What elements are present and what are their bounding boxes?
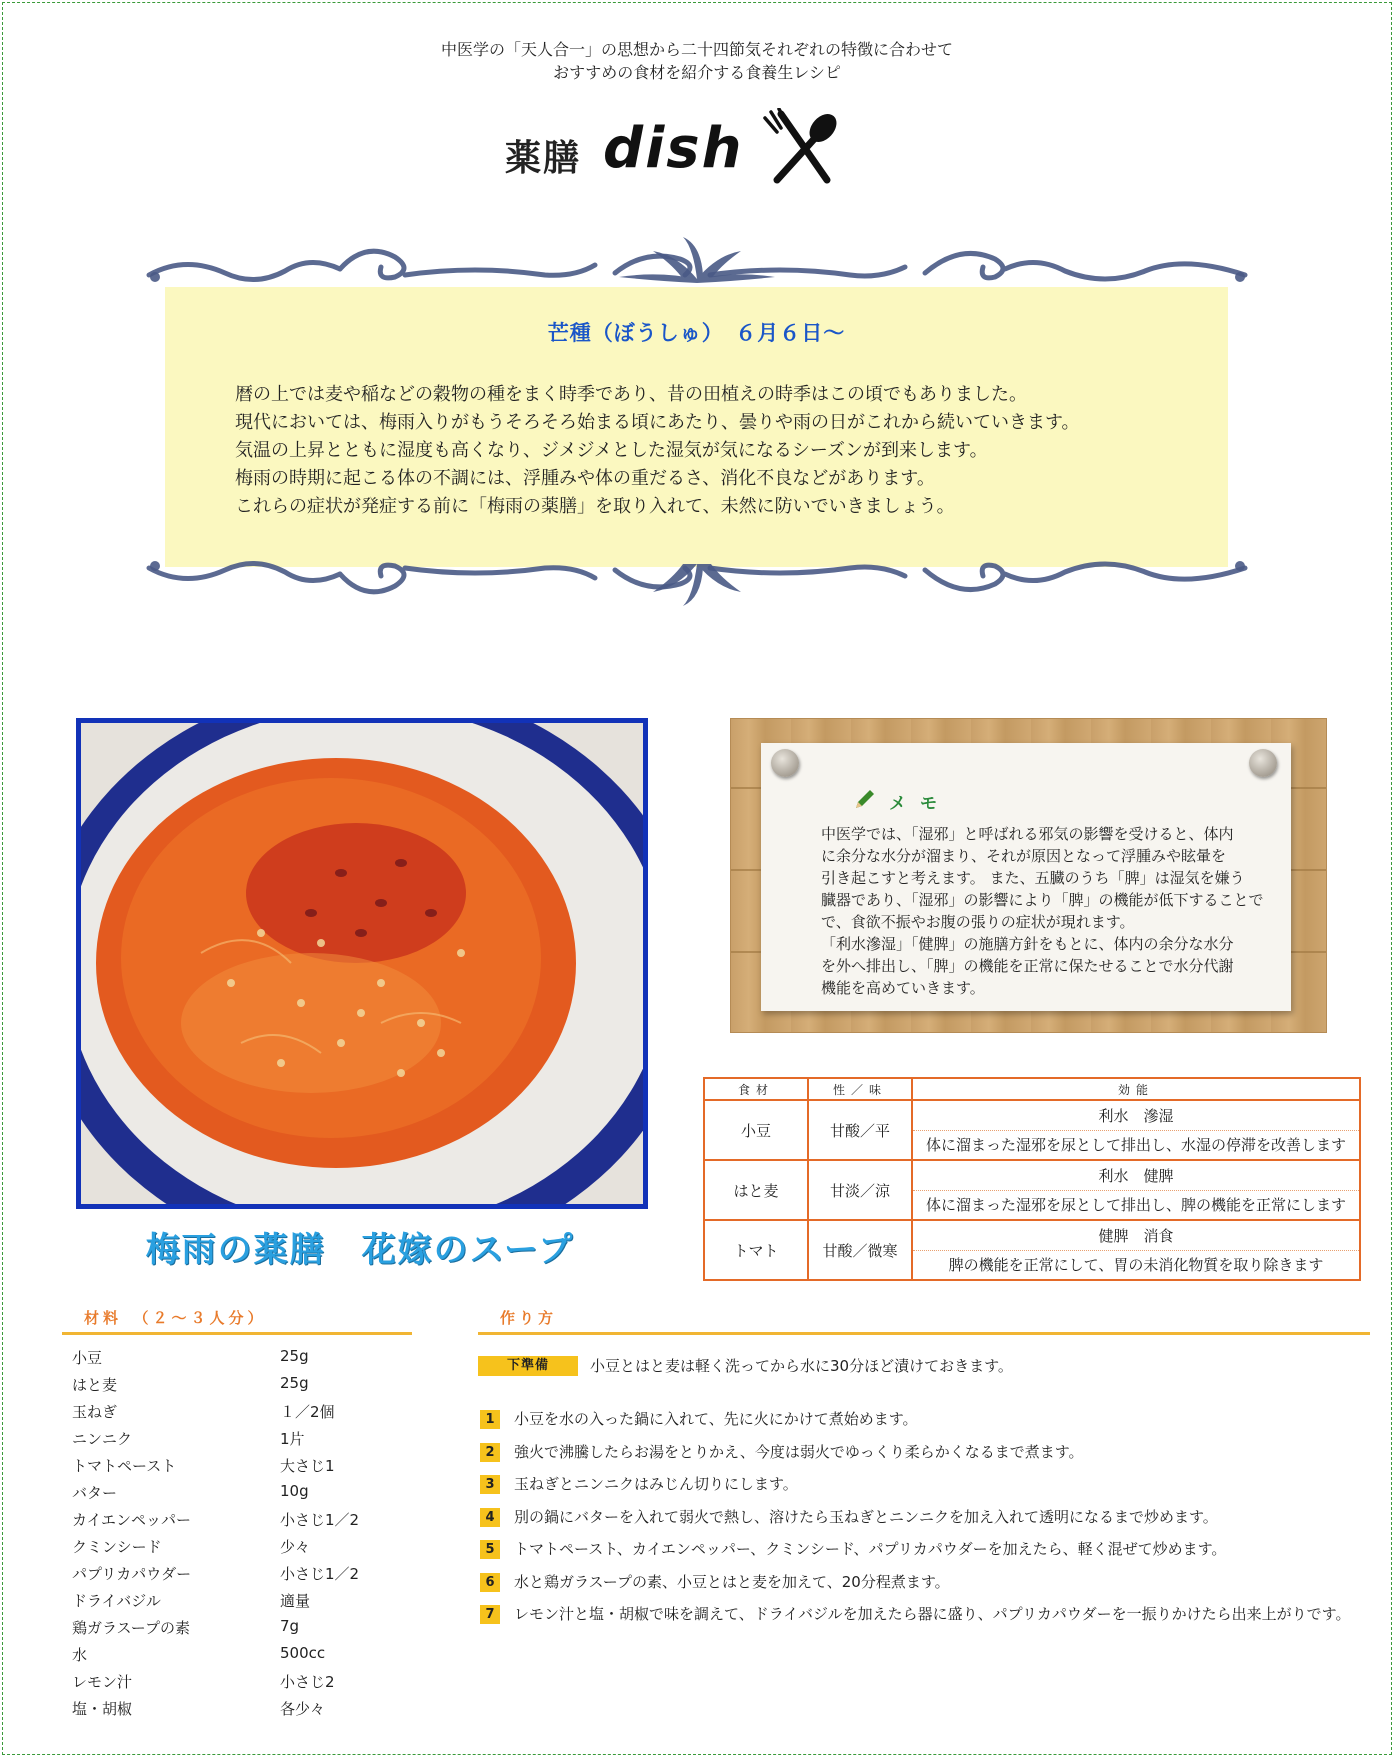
intro-line: おすすめの食材を紹介する食養生レシピ [553, 63, 841, 82]
ingredient-name: トマトペースト [72, 1457, 177, 1475]
season-line: 現代においては、梅雨入りがもうそろそろ始まる頃にあたり、曇りや雨の日がこれから続いていきます。 [235, 412, 1080, 433]
step-number: 5 [480, 1540, 500, 1559]
pushpin-icon [771, 749, 799, 777]
ingredients-heading: 材料 （２～３人分） [84, 1309, 267, 1327]
dish-title: 梅雨の薬膳 花嫁のスープ [145, 1230, 575, 1270]
soup-illustration [81, 723, 643, 1204]
ingredient-amount: 500cc [280, 1644, 326, 1662]
nature-cell: 甘淡／涼 [808, 1160, 912, 1220]
step-number: 1 [480, 1410, 500, 1429]
fork-spoon-icon [763, 108, 843, 188]
intro-text [0, 38, 1394, 84]
food-cell: トマト [704, 1220, 808, 1280]
list-item [72, 1614, 402, 1641]
ingredient-amount: 大さじ1 [280, 1457, 335, 1475]
season-line: 気温の上昇とともに湿度も高くなり、ジメジメとした湿気が気になるシーズンが到来します。 [235, 440, 988, 461]
ingredient-list [72, 1344, 402, 1722]
ingredient-amount: 1片 [280, 1430, 305, 1448]
step-list [480, 1408, 1370, 1636]
ingredient-name: パプリカパウダー [72, 1565, 192, 1583]
list-item [72, 1695, 402, 1722]
ingredient-name: クミンシード [72, 1538, 162, 1556]
table-row [704, 1100, 1360, 1130]
ingredient-name: レモン汁 [72, 1673, 133, 1691]
step-number: 7 [480, 1605, 500, 1624]
list-item [480, 1441, 1370, 1474]
effect-name-cell: 健脾 消食 [912, 1220, 1360, 1250]
ingredient-name: 鶏ガラスープの素 [72, 1619, 191, 1637]
list-item [72, 1479, 402, 1506]
step-text: 別の鍋にバターを入れて弱火で熱し、溶けたら玉ねぎとニンニクを加え入れて透明になるまで炒めます。 [514, 1507, 1218, 1526]
table-row [704, 1160, 1360, 1190]
memo-line: を外へ排出し、「脾」の機能を正常に保たせることで水分代謝 [821, 957, 1234, 975]
ingredient-amount: 小さじ1／2 [280, 1565, 360, 1583]
memo-board [730, 718, 1327, 1033]
list-item [72, 1452, 402, 1479]
memo-note [761, 743, 1291, 1011]
pushpin-icon [1249, 749, 1277, 777]
step-text: 小豆を水の入った鍋に入れて、先に火にかけて煮始めます。 [514, 1410, 918, 1428]
ornament-top [145, 235, 1250, 295]
list-item [72, 1587, 402, 1614]
soup-photo [76, 718, 648, 1209]
step-text: 強火で沸騰したらお湯をとりかえ、今度は弱火でゆっくり柔らかくなるまで煮ます。 [514, 1442, 1084, 1461]
nature-cell: 甘酸／平 [808, 1100, 912, 1160]
ingredient-name: 小豆 [72, 1349, 103, 1367]
ingredient-effect-table [703, 1077, 1361, 1281]
prep-text: 小豆とはと麦は軽く洗ってから水に30分ほど漬けておきます。 [590, 1357, 1013, 1375]
ingredient-name: 水 [72, 1646, 88, 1664]
divider [478, 1332, 1370, 1335]
steps-heading: 作り方 [500, 1309, 558, 1327]
step-number: 4 [480, 1508, 500, 1527]
memo-line: 引き起こすと考えます。 また、五臓のうち「脾」は湿気を嫌う [821, 869, 1245, 887]
memo-title-text: メモ [889, 794, 951, 814]
list-item [72, 1668, 402, 1695]
effect-name-cell: 利水 滲湿 [912, 1100, 1360, 1130]
ingredient-amount: 25g [280, 1347, 309, 1365]
step-number: 2 [480, 1443, 500, 1462]
ingredient-name: ニンニク [72, 1430, 133, 1448]
ornament-bottom [145, 548, 1250, 608]
food-cell: はと麦 [704, 1160, 808, 1220]
table-row [704, 1220, 1360, 1250]
effect-desc-cell: 体に溜まった湿邪を尿として排出し、脾の機能を正常にします [912, 1190, 1360, 1220]
season-panel [165, 287, 1228, 567]
memo-line: 中医学では、「湿邪」と呼ばれる邪気の影響を受けると、体内 [821, 825, 1234, 843]
memo-line: に余分な水分が溜まり、それが原因となって浮腫みや眩暈を [821, 847, 1227, 865]
list-item [480, 1506, 1370, 1539]
table-header: 効能 [912, 1078, 1360, 1100]
logo-text: dish [603, 116, 744, 181]
list-item [72, 1371, 402, 1398]
ingredient-name: 玉ねぎ [72, 1403, 118, 1421]
intro-line: 中医学の「天人合一」の思想から二十四節気それぞれの特徴に合わせて [440, 40, 953, 59]
prep-badge: 下準備 [478, 1356, 578, 1376]
food-cell: 小豆 [704, 1100, 808, 1160]
ingredient-name: ドライバジル [72, 1592, 161, 1610]
effect-desc-cell: 脾の機能を正常にして、胃の未消化物質を取り除きます [912, 1250, 1360, 1280]
season-line: 梅雨の時期に起こる体の不調には、浮腫みや体の重だるさ、消化不良などがあります。 [235, 468, 935, 489]
list-item [72, 1506, 402, 1533]
ingredient-amount: 適量 [280, 1592, 311, 1610]
ingredient-amount: 小さじ2 [280, 1673, 335, 1691]
memo-line: 機能を高めていきます。 [821, 979, 985, 997]
season-line: 暦の上では麦や稲などの穀物の種をまく時季であり、昔の田植えの時季はこの頃でもありました。 [235, 384, 1027, 405]
list-item [480, 1408, 1370, 1441]
pencil-icon [853, 787, 877, 811]
list-item [480, 1603, 1370, 1636]
step-number: 3 [480, 1475, 500, 1494]
memo-body [821, 823, 1291, 999]
ingredient-amount: 25g [280, 1374, 309, 1392]
list-item [72, 1641, 402, 1668]
ingredient-amount: 少々 [280, 1538, 311, 1556]
season-title: 芒種（ぼうしゅ） ６月６日～ [547, 321, 846, 345]
memo-line: 臓器であり、「湿邪」の影響により「脾」の機能が低下することで [821, 891, 1264, 909]
ingredient-amount: 小さじ1／2 [280, 1511, 360, 1529]
memo-line: 「利水滲湿」「健脾」の施膳方針をもとに、体内の余分な水分 [821, 935, 1234, 953]
ingredient-name: 塩・胡椒 [72, 1700, 133, 1718]
ingredient-amount: １／2個 [280, 1403, 335, 1421]
effect-name-cell: 利水 健脾 [912, 1160, 1360, 1190]
table-header: 食材 [704, 1078, 808, 1100]
season-description [235, 381, 1195, 521]
step-number: 6 [480, 1573, 500, 1592]
ingredient-name: カイエンペッパー [72, 1511, 191, 1529]
list-item [72, 1560, 402, 1587]
divider [62, 1332, 412, 1335]
ingredient-amount: 7g [280, 1617, 300, 1635]
list-item [72, 1425, 402, 1452]
ingredient-name: はと麦 [72, 1376, 118, 1394]
list-item [480, 1473, 1370, 1506]
brand-logo [505, 108, 865, 188]
ingredient-amount: 各少々 [280, 1700, 326, 1718]
season-line: これらの症状が発症する前に「梅雨の薬膳」を取り入れて、未然に防いでいきましょう。 [235, 496, 955, 517]
list-item [72, 1344, 402, 1371]
list-item [72, 1398, 402, 1425]
memo-title [889, 789, 951, 814]
list-item [480, 1538, 1370, 1571]
table-header: 性／味 [808, 1078, 912, 1100]
memo-line: で、食欲不振やお腹の張りの症状が現れます。 [821, 913, 1135, 931]
nature-cell: 甘酸／微寒 [808, 1220, 912, 1280]
list-item [480, 1571, 1370, 1604]
step-text: 玉ねぎとニンニクはみじん切りにします。 [514, 1475, 798, 1493]
ingredient-name: バター [72, 1484, 118, 1502]
effect-desc-cell: 体に溜まった湿邪を尿として排出し、水湿の停滞を改善します [912, 1130, 1360, 1160]
logo-text: 薬膳 [505, 138, 582, 179]
step-text: 水と鶏ガラスープの素、小豆とはと麦を加えて、20分程煮ます。 [514, 1572, 950, 1591]
ingredient-amount: 10g [280, 1482, 309, 1500]
step-text: トマトペースト、カイエンペッパー、クミンシード、パプリカパウダーを加えたら、軽く混ぜて炒めます。 [514, 1540, 1227, 1558]
step-text: レモン汁と塩・胡椒で味を調えて、ドライバジルを加えたら器に盛り、パプリカパウダーを一振りかけたら出来上がりです。 [514, 1605, 1351, 1623]
list-item [72, 1533, 402, 1560]
